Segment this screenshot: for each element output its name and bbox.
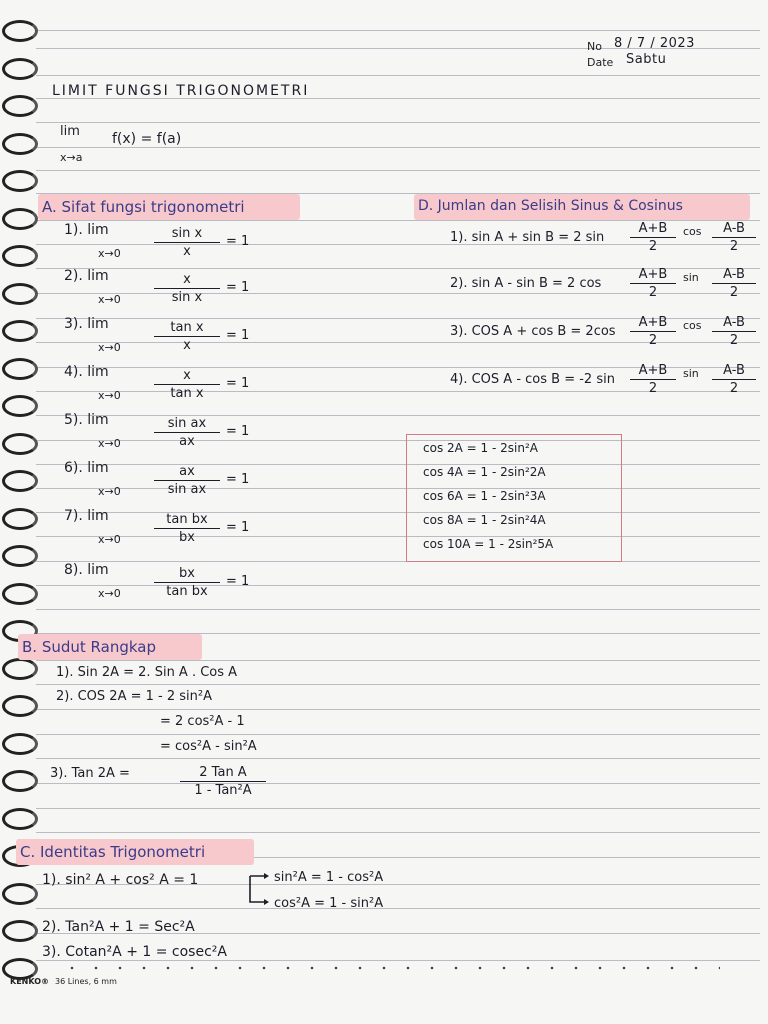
bottom-dot-row <box>60 966 720 970</box>
fraction-denominator: 2 <box>648 381 658 396</box>
fraction-numerator: A-B <box>712 314 756 332</box>
fraction-numerator: A-B <box>712 362 756 380</box>
spiral-ring <box>2 245 38 267</box>
intro-sub: x→a <box>60 151 83 164</box>
lim-label: 2). lim <box>64 268 109 284</box>
ruled-line <box>36 75 760 76</box>
fraction-denominator: 2 <box>729 239 739 254</box>
sum-fraction-1 <box>630 220 676 255</box>
fraction-numerator: sin x <box>154 225 220 243</box>
trig-function: sin <box>683 271 699 284</box>
ruled-line <box>36 561 760 562</box>
spiral-ring <box>2 433 38 455</box>
date-value: Sabtu <box>626 52 667 67</box>
spiral-ring <box>2 770 38 792</box>
fraction-numerator: A+B <box>630 266 676 284</box>
branch-arrow-icon <box>244 872 274 908</box>
ruled-line <box>36 684 760 685</box>
double-angle-row: cos 2A = 1 - 2sin²A <box>423 441 538 455</box>
intro-expr: f(x) = f(a) <box>112 131 182 147</box>
sum-formula-lhs: 3). COS A + cos B = 2cos <box>450 324 616 339</box>
brand-spec: 36 Lines, 6 mm <box>55 977 117 986</box>
limit-fraction <box>154 225 220 260</box>
sum-fraction-1 <box>630 362 676 397</box>
section-c-line-2: 2). Tan²A + 1 = Sec²A <box>42 919 195 935</box>
ruled-line <box>36 488 760 489</box>
sum-fraction-2 <box>712 362 756 397</box>
brand-name: KENKO® <box>10 977 49 986</box>
date-label: Date <box>587 56 614 69</box>
page-title: LIMIT FUNGSI TRIGONOMETRI <box>52 83 310 99</box>
lim-subscript: x→0 <box>98 485 121 498</box>
fraction-numerator: A+B <box>630 362 676 380</box>
fraction-denominator: 2 <box>648 285 658 300</box>
fraction-denominator: 2 <box>729 285 739 300</box>
ruled-line <box>36 440 760 441</box>
lim-label: 3). lim <box>64 316 109 332</box>
fraction-denominator: tan x <box>170 386 204 401</box>
section-b-line-3: = 2 cos²A - 1 <box>160 714 245 729</box>
spiral-ring <box>2 508 38 530</box>
spiral-ring <box>2 583 38 605</box>
spiral-ring <box>2 733 38 755</box>
ruled-line <box>36 536 760 537</box>
fraction-numerator: ax <box>154 463 220 481</box>
spiral-ring <box>2 695 38 717</box>
spiral-ring <box>2 208 38 230</box>
spiral-ring <box>2 283 38 305</box>
spiral-ring <box>2 470 38 492</box>
ruled-line <box>36 147 760 148</box>
sum-formula-lhs: 2). sin A - sin B = 2 cos <box>450 276 602 291</box>
lim-subscript: x→0 <box>98 341 121 354</box>
sum-formula-lhs: 4). COS A - cos B = -2 sin <box>450 372 615 387</box>
lim-label: 6). lim <box>64 460 109 476</box>
limit-result: = 1 <box>226 234 250 249</box>
sum-fraction-2 <box>712 314 756 349</box>
trig-function: cos <box>683 225 702 238</box>
section-c-heading: C. Identitas Trigonometri <box>20 843 206 861</box>
limit-result: = 1 <box>226 328 250 343</box>
lim-label: 8). lim <box>64 562 109 578</box>
double-angle-row: cos 6A = 1 - 2sin²3A <box>423 489 546 503</box>
limit-fraction <box>154 319 220 354</box>
fraction-denominator: sin x <box>171 290 203 305</box>
spiral-ring <box>2 20 38 42</box>
section-b-heading: B. Sudut Rangkap <box>22 638 156 656</box>
section-d-heading: D. Jumlan dan Selisih Sinus & Cosinus <box>418 198 683 214</box>
limit-result: = 1 <box>226 376 250 391</box>
no-label: No <box>587 40 602 53</box>
ruled-line <box>36 609 760 610</box>
spiral-ring <box>2 883 38 905</box>
ruled-line <box>36 734 760 735</box>
ruled-line <box>36 170 760 171</box>
brand-footer <box>10 977 117 986</box>
double-angle-row: cos 8A = 1 - 2sin²4A <box>423 513 546 527</box>
ruled-line <box>36 783 760 784</box>
ruled-line <box>36 512 760 513</box>
limit-result: = 1 <box>226 424 250 439</box>
lim-label: 4). lim <box>64 364 109 380</box>
spiral-ring <box>2 395 38 417</box>
limit-fraction <box>154 565 220 600</box>
fraction-denominator: ax <box>179 434 195 449</box>
fraction-numerator: tan x <box>154 319 220 337</box>
section-c-line-3: 3). Cotan²A + 1 = cosec²A <box>42 944 227 960</box>
ruled-line <box>36 808 760 809</box>
fraction-denominator: bx <box>179 530 195 545</box>
fraction-denominator: 2 <box>648 239 658 254</box>
ruled-line <box>36 908 760 909</box>
fraction-denominator: tan bx <box>166 584 208 599</box>
fraction-numerator: A+B <box>630 220 676 238</box>
section-a-heading: A. Sifat fungsi trigonometri <box>42 198 245 216</box>
tan-2a-denominator: 1 - Tan²A <box>194 783 252 798</box>
section-b-line-4: = cos²A - sin²A <box>160 739 257 754</box>
fraction-numerator: A+B <box>630 314 676 332</box>
section-c-line-1b: cos²A = 1 - sin²A <box>274 896 384 911</box>
fraction-denominator: x <box>183 338 191 353</box>
limit-result: = 1 <box>226 280 250 295</box>
ruled-line <box>36 415 760 416</box>
double-angle-box <box>406 434 622 562</box>
sum-formula-lhs: 1). sin A + sin B = 2 sin <box>450 230 605 245</box>
lim-subscript: x→0 <box>98 389 121 402</box>
fraction-numerator: A-B <box>712 220 756 238</box>
lim-subscript: x→0 <box>98 587 121 600</box>
limit-result: = 1 <box>226 520 250 535</box>
fraction-denominator: x <box>183 244 191 259</box>
limit-result: = 1 <box>226 574 250 589</box>
spiral-ring <box>2 658 38 680</box>
fraction-numerator: x <box>154 271 220 289</box>
sum-fraction-1 <box>630 314 676 349</box>
fraction-denominator: 2 <box>648 333 658 348</box>
spiral-ring <box>2 920 38 942</box>
fraction-numerator: A-B <box>712 266 756 284</box>
lim-subscript: x→0 <box>98 437 121 450</box>
section-b-line-1: 1). Sin 2A = 2. Sin A . Cos A <box>56 665 238 680</box>
fraction-numerator: tan bx <box>154 511 220 529</box>
lim-subscript: x→0 <box>98 533 121 546</box>
limit-fraction <box>154 271 220 306</box>
trig-function: cos <box>683 319 702 332</box>
spiral-ring <box>2 320 38 342</box>
tan-2a-numerator: 2 Tan A <box>180 764 266 782</box>
double-angle-row: cos 10A = 1 - 2sin²5A <box>423 537 554 551</box>
lim-subscript: x→0 <box>98 247 121 260</box>
sum-fraction-1 <box>630 266 676 301</box>
tan-2a-fraction <box>180 764 266 799</box>
fraction-numerator: x <box>154 367 220 385</box>
ruled-line <box>36 122 760 123</box>
spiral-ring <box>2 133 38 155</box>
fraction-numerator: sin ax <box>154 415 220 433</box>
ruled-line <box>36 464 760 465</box>
ruled-line <box>36 960 760 961</box>
ruled-line <box>36 832 760 833</box>
limit-fraction <box>154 511 220 546</box>
spiral-ring <box>2 808 38 830</box>
limit-fraction <box>154 415 220 450</box>
double-angle-row: cos 4A = 1 - 2sin²2A <box>423 465 546 479</box>
spiral-ring <box>2 58 38 80</box>
lim-label: 1). lim <box>64 222 109 238</box>
intro-lim: lim <box>60 124 80 139</box>
lim-subscript: x→0 <box>98 293 121 306</box>
section-b-line-2: 2). COS 2A = 1 - 2 sin²A <box>56 689 212 704</box>
fraction-denominator: 2 <box>729 333 739 348</box>
section-b-line-5-lhs: 3). Tan 2A = <box>50 766 130 781</box>
trig-function: sin <box>683 367 699 380</box>
fraction-denominator: sin ax <box>167 482 207 497</box>
fraction-denominator: 2 <box>729 381 739 396</box>
limit-fraction <box>154 463 220 498</box>
ruled-line <box>36 758 760 759</box>
lim-label: 7). lim <box>64 508 109 524</box>
limit-result: = 1 <box>226 472 250 487</box>
sum-fraction-2 <box>712 266 756 301</box>
no-value: 8 / 7 / 2023 <box>614 36 695 51</box>
fraction-numerator: bx <box>154 565 220 583</box>
spiral-ring <box>2 95 38 117</box>
section-c-line-1a: sin²A = 1 - cos²A <box>274 870 384 885</box>
ruled-line <box>36 660 760 661</box>
sum-fraction-2 <box>712 220 756 255</box>
spiral-ring <box>2 545 38 567</box>
section-c-line-1: 1). sin² A + cos² A = 1 <box>42 872 199 888</box>
ruled-line <box>36 585 760 586</box>
spiral-ring <box>2 170 38 192</box>
ruled-line <box>36 30 760 31</box>
ruled-line <box>36 709 760 710</box>
spiral-ring <box>2 358 38 380</box>
limit-fraction <box>154 367 220 402</box>
lim-label: 5). lim <box>64 412 109 428</box>
